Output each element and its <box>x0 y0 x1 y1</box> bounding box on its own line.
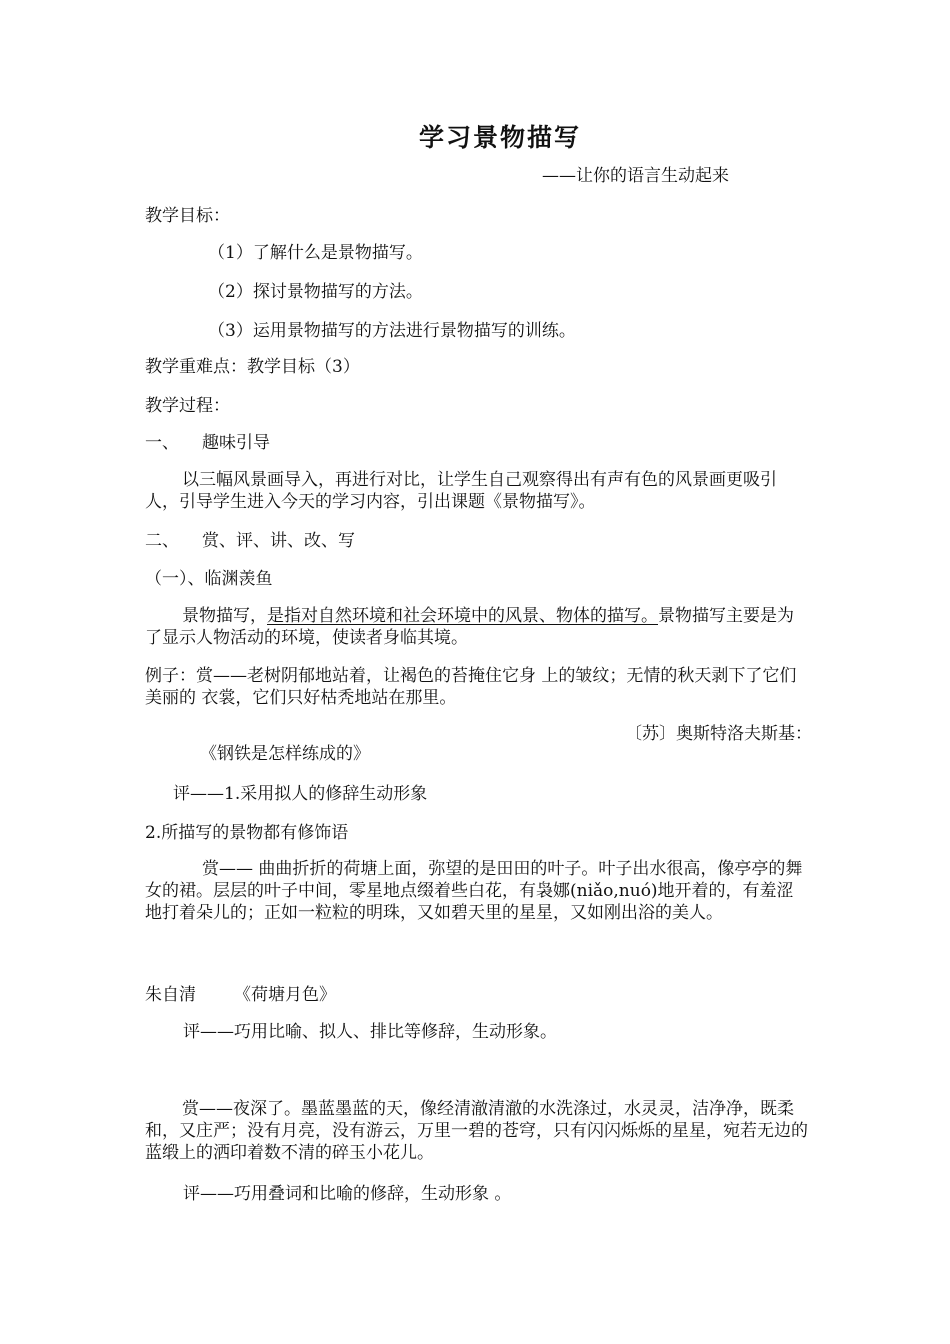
section-2-title: 赏、评、讲、改、写 <box>202 531 355 551</box>
goal-item-2: （2）探讨景物描写的方法。 <box>208 282 423 302</box>
subsection-1-heading: （一）、临渊羡鱼 <box>145 569 273 589</box>
comment-3: 评——巧用叠词和比喻的修辞，生动形象 。 <box>183 1184 512 1204</box>
example-1-paragraph: 例子：赏——老树阴郁地站着，让褐色的苔掩住它身 上的皱纹；无情的秋天剥下了它们美丽的 衣裳，它们只好枯秃地站在那里。 <box>145 666 797 708</box>
section-1-paragraph: 以三幅风景画导入，再进行对比，让学生自己观察得出有声有色的风景画更吸引人，引导学生进入今天的学习内容，引出课题《景物描写》。 <box>145 470 777 512</box>
source-2-work: 《荷塘月色》 <box>234 985 336 1005</box>
process-heading: 教学过程： <box>145 396 230 416</box>
comment-1: 评——1.采用拟人的修辞生动形象 <box>173 784 428 804</box>
section-1-title: 趣味引导 <box>202 433 270 453</box>
definition-rest: 景物描写主要是为了显示人物活动的环境，使读者身临其境。 <box>145 606 794 648</box>
definition-underlined: 是指对自然环境和社会环境中的风景、物体的描写。 <box>267 606 658 626</box>
goal-item-3: （3）运用景物描写的方法进行景物描写的训练。 <box>208 321 576 341</box>
section-1-number: 一、 <box>145 433 179 453</box>
source-1-work: 《钢铁是怎样练成的》 <box>200 744 370 764</box>
page-title: 学习景物描写 <box>418 123 581 152</box>
key-points: 教学重难点：教学目标（3） <box>145 357 360 377</box>
comment-1-point-2: 2.所描写的景物都有修饰语 <box>145 823 349 843</box>
example-2-paragraph: 赏—— 曲曲折折的荷塘上面，弥望的是田田的叶子。叶子出水很高，像亭亭的舞女的裙。层层的叶子中间，零星地点缀着些白花，有袅娜(niǎo,nuó)地开着的，有羞涩地打着朵儿的；正如一粒粒的明珠，又如碧天里的星星，又如刚出浴的美人。 <box>145 859 803 923</box>
definition-paragraph <box>145 605 810 649</box>
definition-lead: 景物描写， <box>182 606 267 626</box>
source-1-author: 〔苏〕奥斯特洛夫斯基： <box>625 724 812 744</box>
goals-heading: 教学目标： <box>145 206 230 226</box>
page-subtitle: ——让你的语言生动起来 <box>542 166 729 186</box>
goal-item-1: （1）了解什么是景物描写。 <box>208 243 423 263</box>
comment-2: 评——巧用比喻、拟人、排比等修辞，生动形象。 <box>183 1022 557 1042</box>
source-2-author: 朱自清 <box>145 985 196 1005</box>
example-3-paragraph: 赏——夜深了。墨蓝墨蓝的天，像经清澈清澈的水洗涤过，水灵灵，洁净净，既柔和，又庄严；没有月亮，没有游云，万里一碧的苍穹，只有闪闪烁烁的星星，宛若无边的蓝缎上的洒印着数不清的碎玉小花儿。 <box>145 1099 808 1163</box>
section-2-number: 二、 <box>145 531 179 551</box>
